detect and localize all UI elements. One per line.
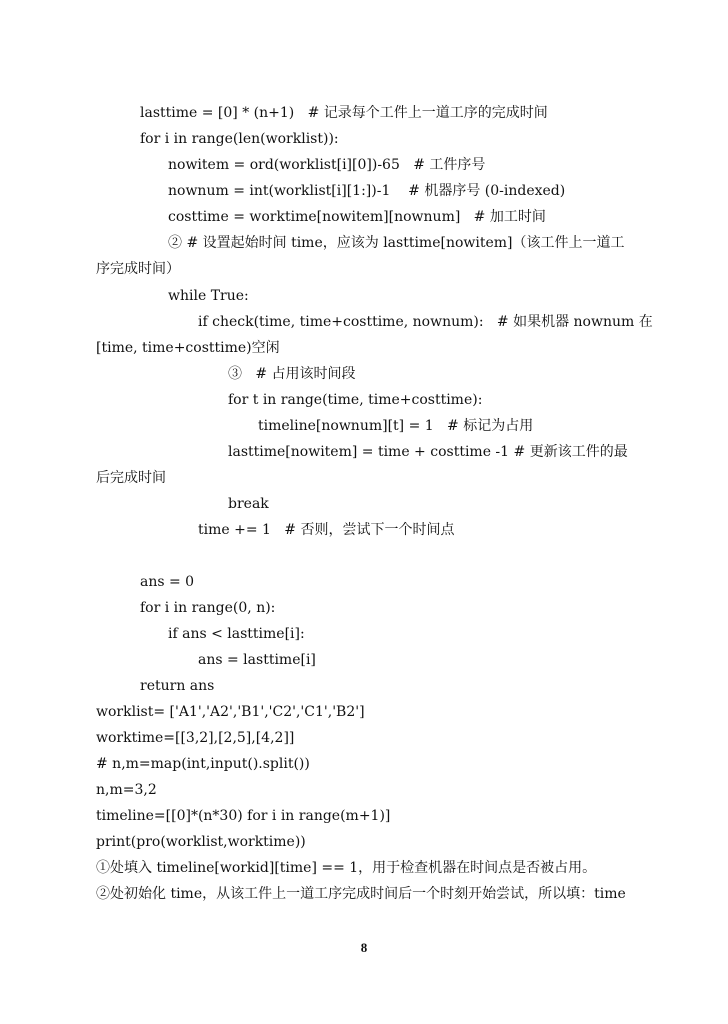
code-line: for i in range(len(worklist)):	[140, 131, 339, 147]
code-line: if ans < lasttime[i]:	[168, 626, 305, 642]
code-line: if check(time, time+costtime, nownum): # 如果机器 nownum 在	[198, 314, 653, 330]
explanation-line: ①处填入 timeline[workid][time] == 1，用于检查机器在时间点是否被占用。	[96, 860, 597, 876]
code-line: for t in range(time, time+costtime):	[228, 392, 483, 408]
code-line: 后完成时间	[96, 470, 166, 486]
code-line: nownum = int(worklist[i][1:])-1 # 机器序号 (0-indexed)	[168, 183, 566, 199]
page-number: 8	[360, 940, 368, 955]
code-line: ans = 0	[140, 574, 195, 590]
code-line: lasttime = [0] * (n+1) # 记录每个工件上一道工序的完成时间	[140, 105, 548, 121]
code-line: timeline=[[0]*(n*30) for i in range(m+1)]	[96, 808, 391, 824]
code-line: break	[228, 496, 269, 512]
code-line: nowitem = ord(worklist[i][0])-65 # 工件序号	[168, 157, 486, 173]
code-line: while True:	[168, 288, 249, 304]
code-line: ans = lasttime[i]	[198, 652, 316, 668]
code-line: worktime=[[3,2],[2,5],[4,2]]	[96, 730, 295, 746]
code-line: worklist= ['A1','A2','B1','C2','C1','B2']	[96, 704, 365, 720]
explanation-line: ②处初始化 time，从该工件上一道工序完成时间后一个时刻开始尝试，所以填：time	[96, 886, 626, 902]
code-line: lasttime[nowitem] = time + costtime -1 # 更新该工件的最	[228, 444, 628, 460]
code-line: # n,m=map(int,input().split())	[96, 756, 310, 772]
code-line: 序完成时间）	[96, 261, 180, 277]
code-line: time += 1 # 否则，尝试下一个时间点	[198, 522, 455, 538]
code-line: print(pro(worklist,worktime))	[96, 834, 306, 850]
code-line: n,m=3,2	[96, 782, 157, 798]
code-line: costtime = worktime[nowitem][nownum] # 加工时间	[168, 209, 546, 225]
code-line: timeline[nownum][t] = 1 # 标记为占用	[258, 418, 534, 434]
code-line: return ans	[140, 678, 215, 694]
code-line: ② # 设置起始时间 time，应该为 lasttime[nowitem]（该工件上一道工	[168, 235, 625, 251]
code-line: for i in range(0, n):	[140, 600, 276, 616]
code-line: [time, time+costtime)空闲	[96, 340, 280, 356]
code-line: ③ # 占用该时间段	[228, 366, 356, 382]
